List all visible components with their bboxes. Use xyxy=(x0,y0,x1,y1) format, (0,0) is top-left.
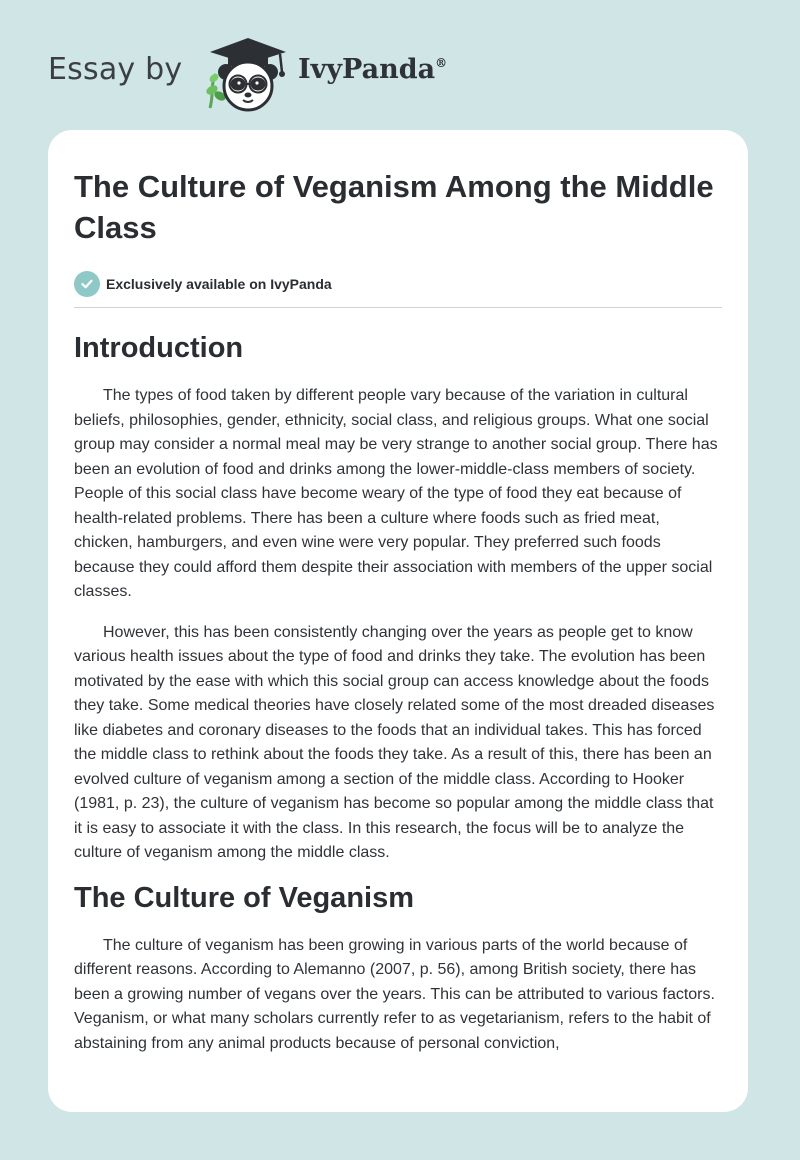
trademark-symbol: ® xyxy=(435,56,448,70)
paragraph: The types of food taken by different people vary because of the variation in cultural beliefs, philosophies, gender, ethnicity, social class, and religious groups. What one social group may consider a normal meal may be very strange to another social group. There has been an evolution of food and drinks among the lower-middle-class members of society. People of this social class have become weary of the type of food they eat because of health-related problems. There has been a culture where foods such as fried meat, chicken, hamburgers, and even wine were very popular. They preferred such foods because they could afford them despite their association with members of the upper social classes. xyxy=(74,387,718,600)
page-title: The Culture of Veganism Among the Middle Class xyxy=(74,169,714,245)
brand-header[interactable] xyxy=(48,34,528,114)
panda-graduate-icon xyxy=(200,34,296,114)
check-icon xyxy=(74,271,100,297)
paragraph: However, this has been consistently changing over the years as people get to know various health issues about the type of food and drinks they take. The evolution has been motivated by the ease with which this social group can access knowledge about the foods they take. Some medical theories have closely related some of the most dreaded diseases like diabetes and coronary diseases to the foods that an individual takes. This has forced the middle class to rethink about the foods they take. As a result of this, there has been an evolved culture of veganism among a section of the middle class. According to Hooker (1981, p. 23), the culture of veganism has become so popular among the middle class that it is easy to associate it with the class. In this research, the focus will be to analyze the culture of veganism among the middle class. xyxy=(74,623,715,861)
article-card xyxy=(48,130,748,1112)
brand-prefix: Essay by xyxy=(48,52,183,87)
section-heading-introduction: Introduction xyxy=(74,332,244,364)
title-divider xyxy=(74,307,722,308)
paragraph: The culture of veganism has been growing in various parts of the world because of different reasons. According to Alemanno (2007, p. 56), among British society, there has been a growing number of vegans over the years. This can be attributed to various factors. Veganism, or what many scholars currently refer to as vegetarianism, refers to the habit of abstaining from any animal products because of personal conviction, xyxy=(74,936,715,1052)
exclusive-badge xyxy=(74,270,722,298)
exclusive-label: Exclusively available on IvyPanda xyxy=(106,276,332,292)
section-heading-culture-of-veganism: The Culture of Veganism xyxy=(74,881,414,914)
brand-name: IvyPanda® xyxy=(298,54,448,85)
